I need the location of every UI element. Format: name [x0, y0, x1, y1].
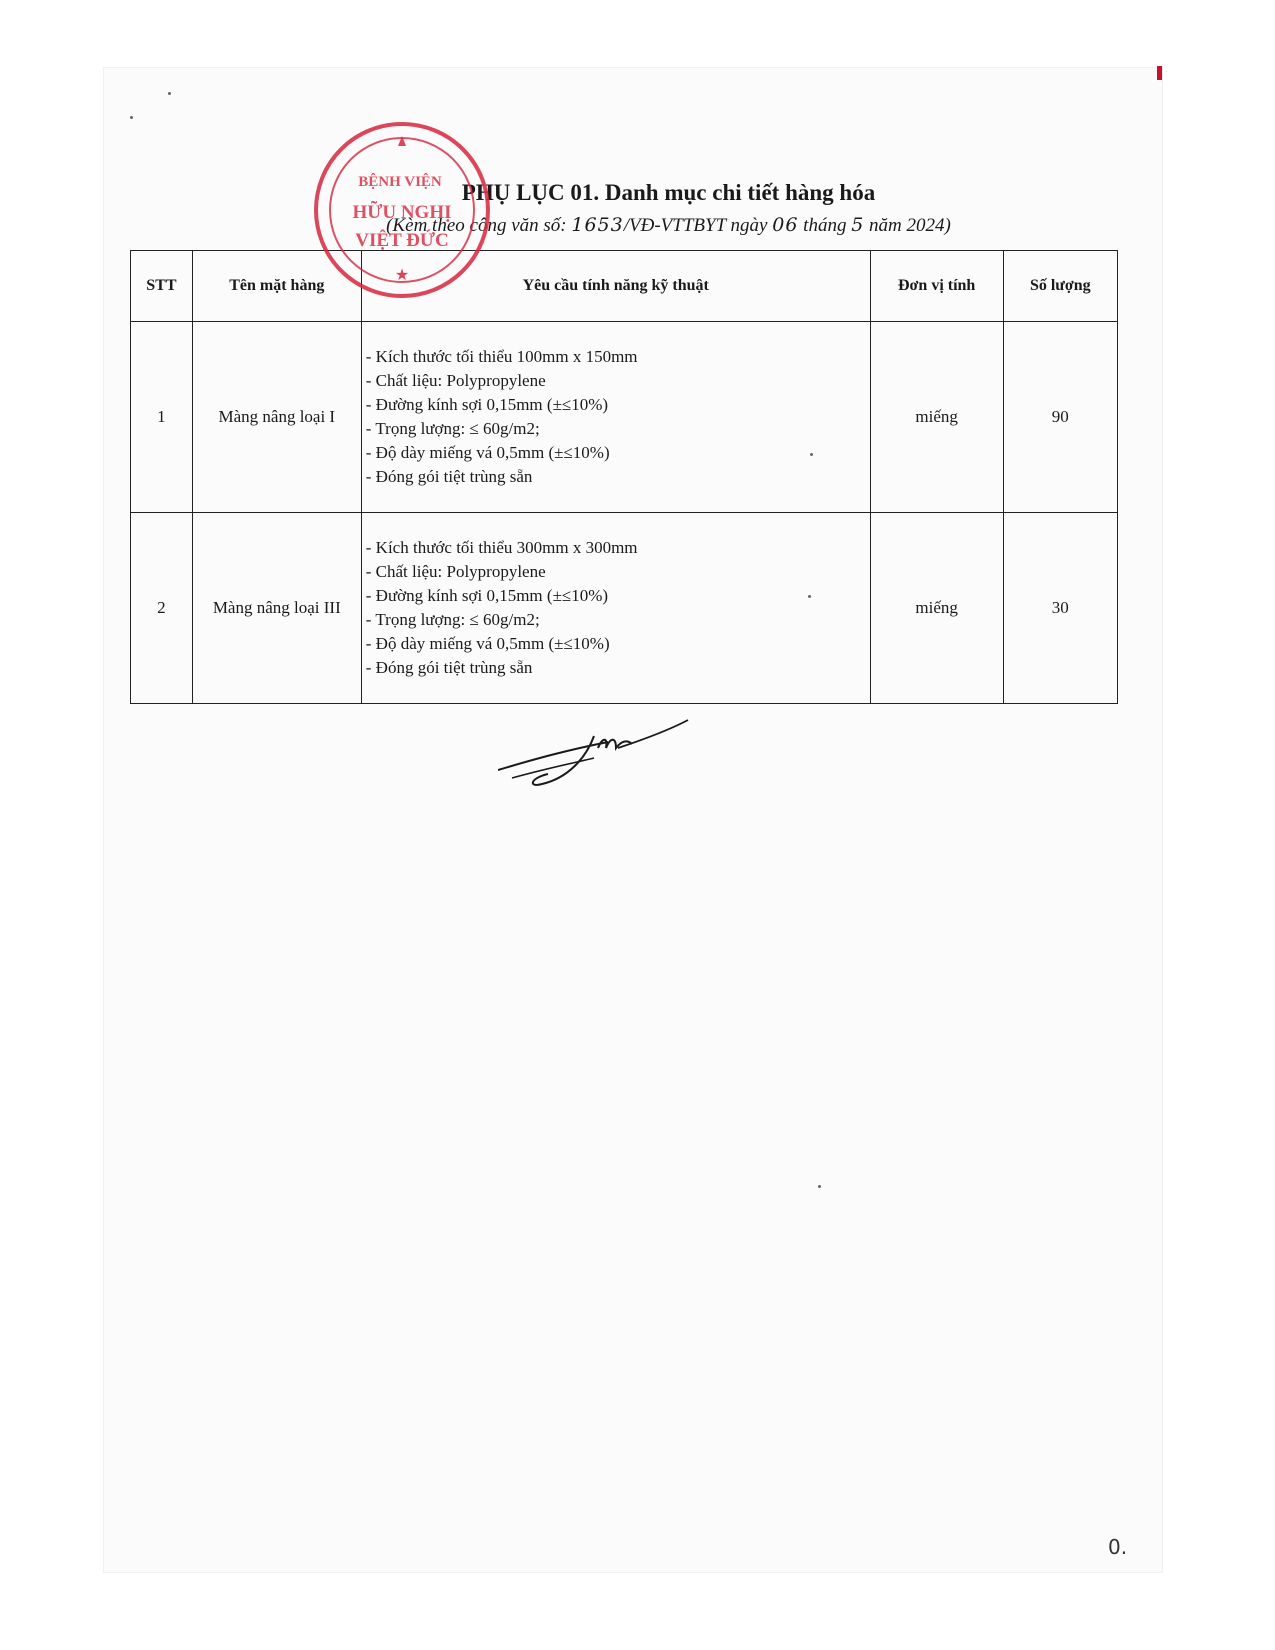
cell-quantity: 90: [1003, 322, 1117, 513]
doc-day: 06: [772, 214, 799, 236]
table-row: [131, 513, 1118, 704]
page-mark: 0.: [1108, 1535, 1128, 1559]
spec-line: - Đường kính sợi 0,15mm (±≤10%): [365, 586, 609, 605]
spec-line: - Đường kính sợi 0,15mm (±≤10%): [365, 395, 609, 414]
header-specs: Yêu cầu tính năng kỹ thuật: [361, 251, 870, 322]
cell-specs: [361, 513, 870, 704]
doc-month-word: tháng: [803, 215, 847, 236]
doc-code: /VĐ-VTTBYT ngày: [623, 215, 768, 236]
cell-item-name: Màng nâng loại I: [192, 322, 361, 513]
subtitle-prefix: (Kèm theo công văn số:: [386, 215, 567, 236]
stamp-line-3: VIỆT ĐỨC: [355, 230, 449, 251]
spec-line: - Đóng gói tiệt trùng sẵn: [365, 467, 533, 486]
table-header-row: [131, 251, 1118, 322]
cell-specs: [361, 322, 870, 513]
spec-line: - Kích thước tối thiểu 300mm x 300mm: [365, 538, 638, 557]
signature-icon: [498, 718, 698, 798]
scan-speck: [808, 595, 811, 598]
svg-text:★: ★: [394, 265, 410, 284]
header-item-name: Tên mặt hàng: [192, 251, 361, 322]
scan-speck: [818, 1185, 821, 1188]
scan-speck: [168, 92, 171, 95]
doc-year: năm 2024): [869, 215, 951, 236]
page-title: PHỤ LỤC 01. Danh mục chi tiết hàng hóa: [461, 180, 876, 205]
cell-quantity: 30: [1003, 513, 1117, 704]
spec-line: - Trọng lượng: ≤ 60g/m2;: [365, 610, 540, 629]
doc-number: 1653: [571, 214, 624, 236]
header-unit: Đơn vị tính: [870, 251, 1003, 322]
header-stt: STT: [131, 251, 193, 322]
cell-stt: 2: [131, 513, 193, 704]
spec-line: - Chất liệu: Polypropylene: [365, 562, 546, 581]
doc-month: 5: [851, 214, 865, 236]
spec-line: - Độ dày miếng vá 0,5mm (±≤10%): [365, 634, 610, 653]
spec-line: - Độ dày miếng vá 0,5mm (±≤10%): [365, 443, 610, 462]
scan-speck: [130, 116, 133, 119]
page-subtitle: [0, 214, 1275, 237]
table-row: [131, 322, 1118, 513]
spec-line: - Trọng lượng: ≤ 60g/m2;: [365, 419, 540, 438]
spec-line: - Đóng gói tiệt trùng sẵn: [365, 658, 533, 677]
stamp-line-2: HỮU NGHỊ: [352, 202, 452, 223]
stamp-line-1: BỆNH VIỆN: [358, 174, 442, 190]
cell-unit: miếng: [870, 322, 1003, 513]
goods-table: [130, 250, 1118, 704]
cell-stt: 1: [131, 322, 193, 513]
cell-item-name: Màng nâng loại III: [192, 513, 361, 704]
header-quantity: Số lượng: [1003, 251, 1117, 322]
spec-line: - Chất liệu: Polypropylene: [365, 371, 546, 390]
scan-speck: [810, 453, 813, 456]
binder-edge-mark: [1157, 66, 1162, 80]
cell-unit: miếng: [870, 513, 1003, 704]
spec-line: - Kích thước tối thiểu 100mm x 150mm: [365, 347, 638, 366]
